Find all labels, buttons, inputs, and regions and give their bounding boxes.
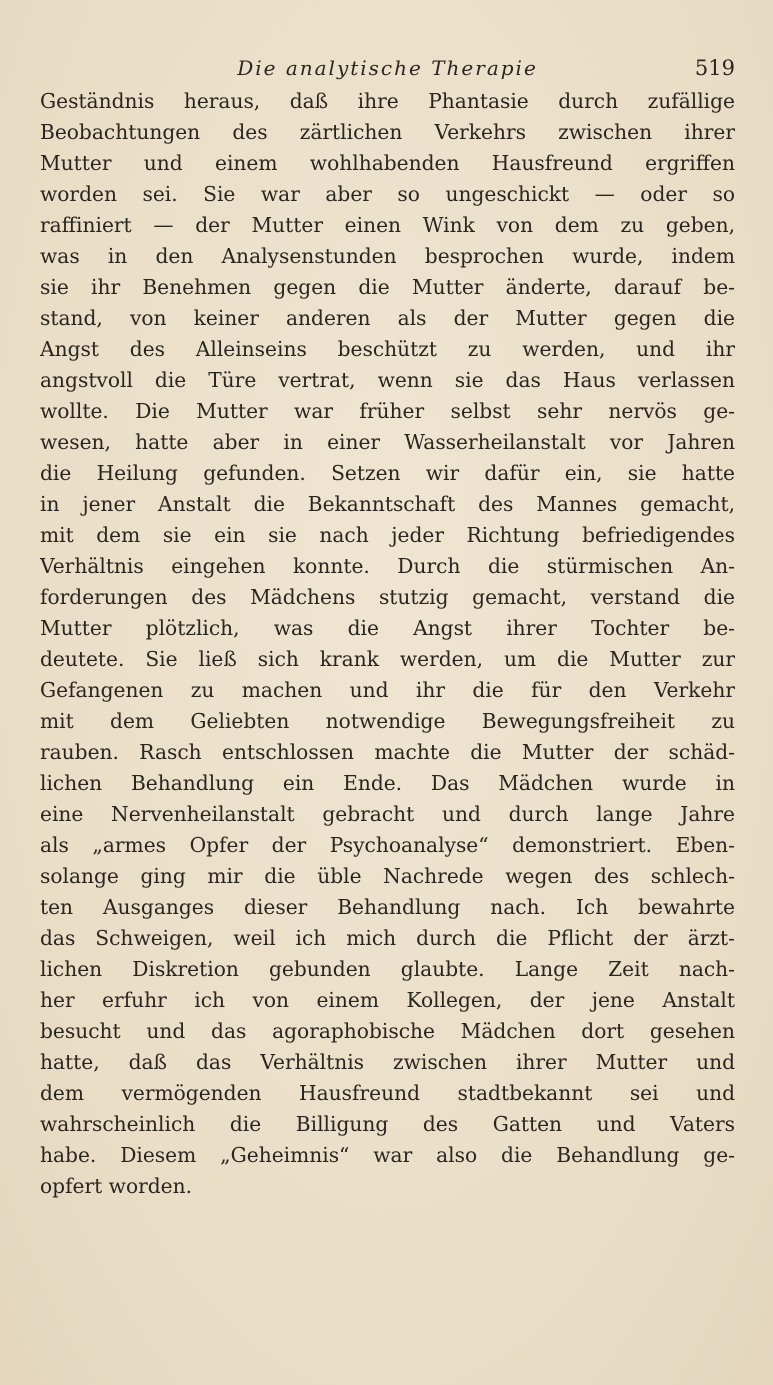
text-line: was in den Analysenstunden besprochen wurde, indem — [40, 244, 735, 268]
text-line: rauben. Rasch entschlossen machte die Mutter der schäd- — [40, 740, 735, 764]
text-line: in jener Anstalt die Bekanntschaft des Mannes gemacht, — [40, 492, 735, 516]
text-line: Gefangenen zu machen und ihr die für den Verkehr — [40, 678, 735, 702]
text-line: die Heilung gefunden. Setzen wir dafür ein, sie hatte — [40, 461, 735, 485]
text-line: deutete. Sie ließ sich krank werden, um die Mutter zur — [40, 647, 735, 671]
page-number: 519 — [694, 56, 735, 80]
text-line: dem vermögenden Hausfreund stadtbekannt sei und — [40, 1081, 735, 1105]
running-title: Die analytische Therapie — [237, 56, 538, 80]
text-line: mit dem sie ein sie nach jeder Richtung befriedigendes — [40, 523, 735, 547]
text-line: wesen, hatte aber in einer Wasserheilanstalt vor Jahren — [40, 430, 735, 454]
text-line: mit dem Geliebten notwendige Bewegungsfreiheit zu — [40, 709, 735, 733]
text-line: lichen Behandlung ein Ende. Das Mädchen wurde in — [40, 771, 735, 795]
text-line: Verhältnis eingehen konnte. Durch die stürmischen An- — [40, 554, 735, 578]
text-line: lichen Diskretion gebunden glaubte. Lange Zeit nach- — [40, 957, 735, 981]
text-line: das Schweigen, weil ich mich durch die Pflicht der ärzt- — [40, 926, 735, 950]
text-line: Mutter plötzlich, was die Angst ihrer Tochter be- — [40, 616, 735, 640]
text-line: wollte. Die Mutter war früher selbst sehr nervös ge- — [40, 399, 735, 423]
text-line: als „armes Opfer der Psychoanalyse“ demonstriert. Eben- — [40, 833, 735, 857]
text-line: worden sei. Sie war aber so ungeschickt — oder so — [40, 182, 735, 206]
text-line: Beobachtungen des zärtlichen Verkehrs zwischen ihrer — [40, 120, 735, 144]
text-line-last: opfert worden. — [40, 1174, 193, 1198]
text-line: wahrscheinlich die Billigung des Gatten und Vaters — [40, 1112, 735, 1136]
text-line: Mutter und einem wohlhabenden Hausfreund ergriffen — [40, 151, 735, 175]
text-line: solange ging mir die üble Nachrede wegen des schlech- — [40, 864, 735, 888]
body-text — [40, 86, 735, 1202]
text-line: hatte, daß das Verhältnis zwischen ihrer Mutter und — [40, 1050, 735, 1074]
text-line: sie ihr Benehmen gegen die Mutter änderte, darauf be- — [40, 275, 735, 299]
text-line: eine Nervenheilanstalt gebracht und durch lange Jahre — [40, 802, 735, 826]
text-line: her erfuhr ich von einem Kollegen, der jene Anstalt — [40, 988, 735, 1012]
text-line: Angst des Alleinseins beschützt zu werden, und ihr — [40, 337, 735, 361]
text-line: Geständnis heraus, daß ihre Phantasie durch zufällige — [40, 89, 735, 113]
text-line: stand, von keiner anderen als der Mutter gegen die — [40, 306, 735, 330]
text-line: ten Ausganges dieser Behandlung nach. Ich bewahrte — [40, 895, 735, 919]
text-line: besucht und das agoraphobische Mädchen dort gesehen — [40, 1019, 735, 1043]
text-line: forderungen des Mädchens stutzig gemacht, verstand die — [40, 585, 735, 609]
text-line: habe. Diesem „Geheimnis“ war also die Behandlung ge- — [40, 1143, 735, 1167]
text-line: angstvoll die Türe vertrat, wenn sie das Haus verlassen — [40, 368, 735, 392]
text-line: raffiniert — der Mutter einen Wink von dem zu geben, — [40, 213, 735, 237]
